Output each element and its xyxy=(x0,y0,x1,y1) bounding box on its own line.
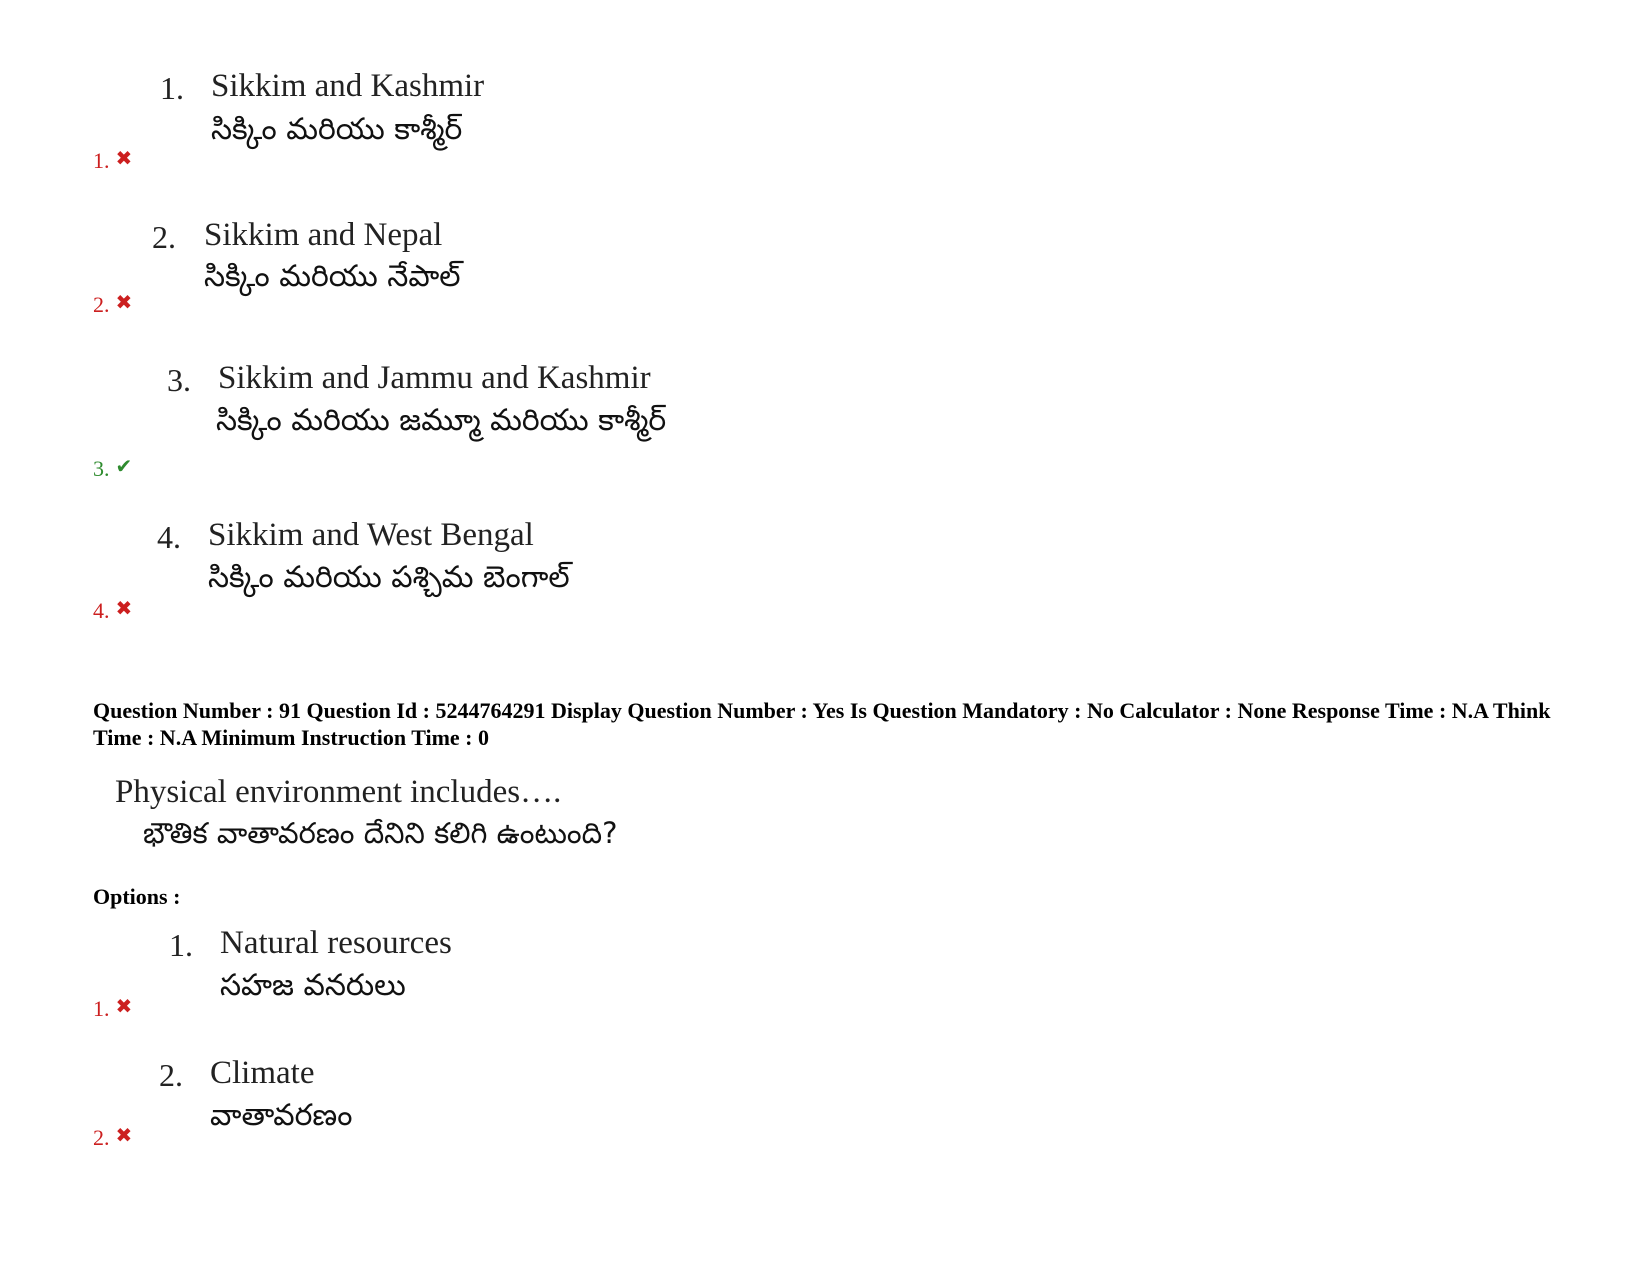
mark-number: 4. xyxy=(93,598,110,623)
option-number: 4. xyxy=(157,519,181,555)
question-meta: Question Number : 91 Question Id : 5244764291 Display Question Number : Yes Is Question Mandatory : No Calculator : None Response Time : N.A Think Time : N.A Minimum Instruction Time : 0 xyxy=(93,698,1551,750)
option-number: 2. xyxy=(152,219,176,255)
mark-number: 2. xyxy=(93,292,110,317)
mark-number: 1. xyxy=(93,148,110,173)
question-text-te: భౌతిక వాతావరణం దేనిని కలిగి ఉంటుంది? xyxy=(143,816,618,850)
option-number: 2. xyxy=(159,1057,183,1093)
mark-number: 3. xyxy=(93,456,110,481)
answer-mark xyxy=(93,146,132,174)
option-text-te: సిక్కిం మరియు పశ్చిమ బెంగాల్ xyxy=(208,560,570,595)
cross-icon: ✖ xyxy=(115,994,133,1018)
question-text-en: Physical environment includes…. xyxy=(115,774,562,810)
cross-icon: ✖ xyxy=(115,146,133,170)
options-label: Options : xyxy=(93,884,181,909)
option-text-te: సిక్కిం మరియు నేపాల్ xyxy=(204,259,461,294)
option-text-en: Climate xyxy=(210,1055,315,1091)
cross-icon: ✖ xyxy=(115,290,133,314)
option-number: 3. xyxy=(167,362,191,398)
option-text-en: Sikkim and Kashmir xyxy=(211,68,485,104)
option-text-te: సిక్కిం మరియు కాశ్మీర్ xyxy=(211,112,463,147)
option-text-en: Sikkim and West Bengal xyxy=(208,517,534,553)
check-icon: ✔ xyxy=(115,454,133,478)
option-text-en: Sikkim and Nepal xyxy=(204,217,443,253)
option-text-te: సహజ వనరులు xyxy=(220,968,406,1003)
option-text-te: సిక్కిం మరియు జమ్మూ మరియు కాశ్మీర్ xyxy=(216,403,667,438)
option-text-en: Sikkim and Jammu and Kashmir xyxy=(218,360,651,396)
answer-mark xyxy=(93,290,132,318)
answer-mark xyxy=(93,596,132,624)
mark-number: 1. xyxy=(93,996,110,1021)
answer-mark xyxy=(93,994,132,1022)
answer-mark xyxy=(93,454,132,482)
option-text-en: Natural resources xyxy=(220,925,452,961)
option-number: 1. xyxy=(169,927,193,963)
option-text-te: వాతావరణం xyxy=(210,1098,353,1133)
mark-number: 2. xyxy=(93,1125,110,1150)
cross-icon: ✖ xyxy=(115,596,133,620)
cross-icon: ✖ xyxy=(115,1123,133,1147)
answer-mark xyxy=(93,1123,132,1151)
option-number: 1. xyxy=(160,70,184,106)
